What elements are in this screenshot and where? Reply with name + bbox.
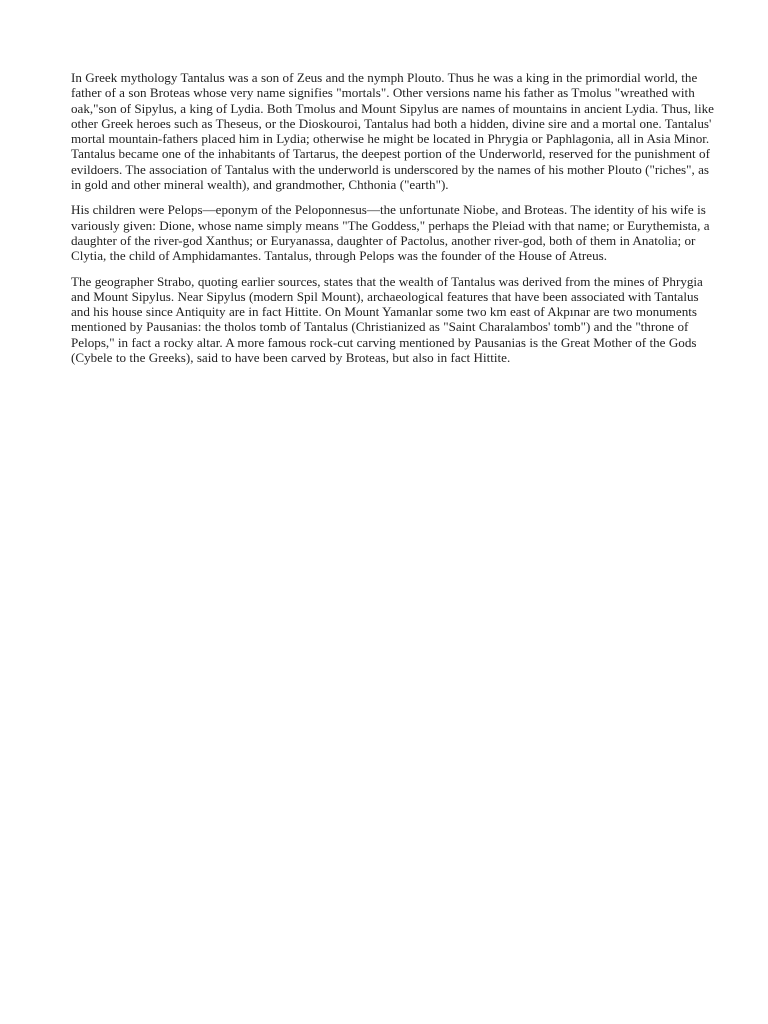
paragraph-1: In Greek mythology Tantalus was a son of Zeus and the nymph Plouto. Thus he was a king in the primordial world, the father of a son Broteas whose very name signifies "mortals". Other versions name his father as Tmolus "wreathed with oak,"son of Sipylus, a king of Lydia. Both Tmolus and Mount Sipylus are names of mountains in ancient Lydia. Thus, like other Greek heroes such as Theseus, or the Dioskouroi, Tantalus had both a hidden, divine sire and a mortal one. Tantalus' mortal mountain-fathers placed him in Lydia; otherwise he might be located in Phrygia or Paphlagonia, all in Asia Minor. Tantalus became one of the inhabitants of Tartarus, the deepest portion of the Underworld, reserved for the punishment of evildoers. The association of Tantalus with the underworld is underscored by the names of his mother Plouto ("riches", as in gold and other mineral wealth), and grandmother, Chthonia ("earth"). <box>71 70 714 193</box>
document-body <box>71 70 716 375</box>
paragraph-2: His children were Pelops—eponym of the Peloponnesus—the unfortunate Niobe, and Broteas. The identity of his wife is variously given: Dione, whose name simply means "The Goddess," perhaps the Pleiad with that name; or Eurythemista, a daughter of the river-god Xanthus; or Euryanassa, daughter of Pactolus, another river-god, both of them in Anatolia; or Clytia, the child of Amphidamantes. Tantalus, through Pelops was the founder of the House of Atreus. <box>71 202 710 264</box>
paragraph-3: The geographer Strabo, quoting earlier sources, states that the wealth of Tantalus was derived from the mines of Phrygia and Mount Sipylus. Near Sipylus (modern Spil Mount), archaeological features that have been associated with Tantalus and his house since Antiquity are in fact Hittite. On Mount Yamanlar some two km east of Akpınar are two monuments mentioned by Pausanias: the tholos tomb of Tantalus (Christianized as "Saint Charalambos' tomb") and the "throne of Pelops," in fact a rocky altar. A more famous rock-cut carving mentioned by Pausanias is the Great Mother of the Gods (Cybele to the Greeks), said to have been carved by Broteas, but also in fact Hittite. <box>71 273 703 366</box>
